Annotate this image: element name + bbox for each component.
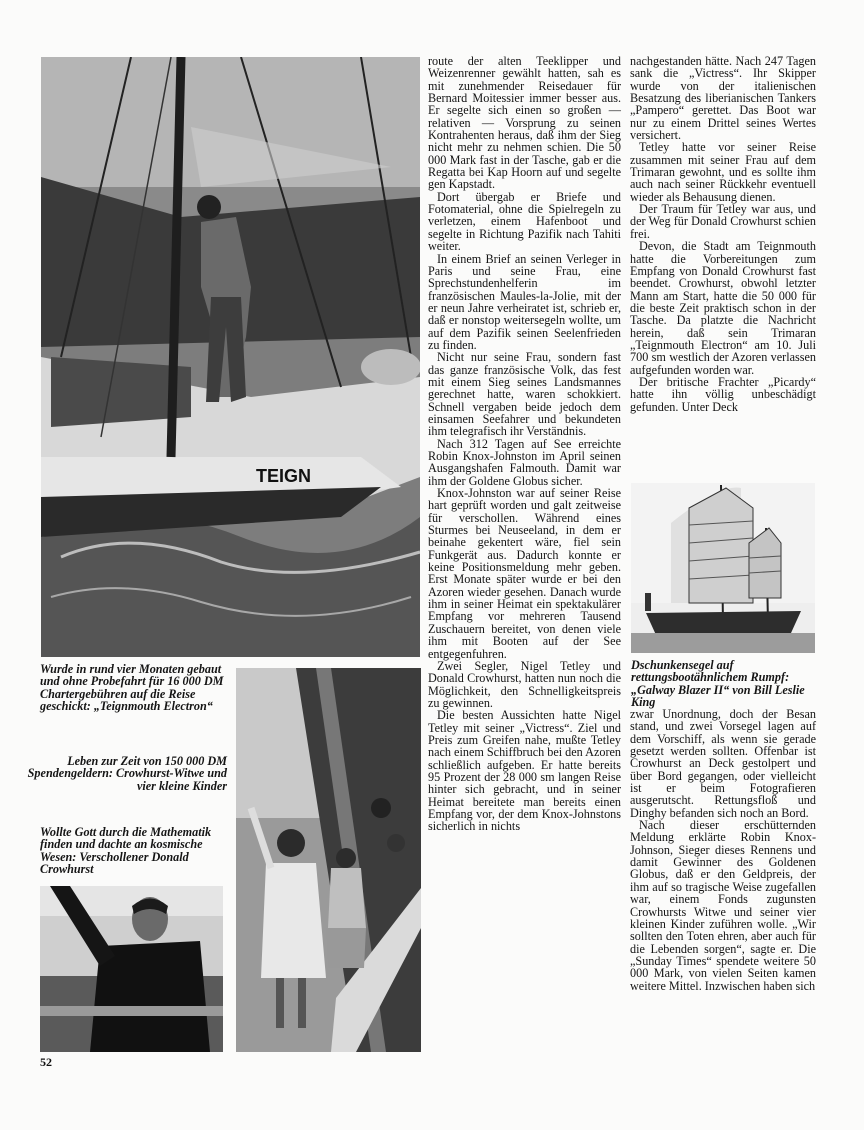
page-number: 52 [40,1055,52,1069]
article-column-2 [428,55,621,833]
paragraph: Knox-Johnston war auf seiner Reise hart geprüft worden und galt zeitweise für verschollen. Während eines Sturmes bei Neuseeland, in dem er beinahe gekentert wäre, fiel sein Funkgerät aus. Dadurch konnte er keine Positionsmeldung mehr geben. Erst Monate später wurde er bei den Azoren wieder gesehen. Danach wurde ihm in seiner Heimat ein spektakulärer Empfang vor mehreren Tausend Zuschauern bereitet, von denen viele ihm mit Booten auf der See entgegenfuhren. [428,486,621,661]
paragraph: Dort übergab er Briefe und Fotomaterial, ohne die Spielregeln zu verletzen, einem Hafenboot und segelte in Richtung Pazifik nach Tahiti weiter. [428,189,621,254]
sailboat-photo-graphic [41,57,420,657]
paragraph: zwar Unordnung, doch der Besan stand, und zwei Vorsegel lagen auf dem Vorschiff, als wenn sie gerade gesetzt werden sollten. Offenbar ist Crowhurst an Deck gestolpert und über Bord gegangen, oder vielleicht ist er beim Fotografieren ausgerutscht. Rettungsfloß und Dinghy befanden sich noch an Bord. [630,707,816,820]
paragraph: Zwei Segler, Nigel Tetley und Donald Crowhurst, hatten nun noch die Möglichkeit, den Schnelligkeitspreis zu gewinnen. [428,658,621,710]
family-photo [236,668,421,1052]
junk-caption: Dschunkensegel auf rettungsbootähnlichem Rumpf: „Galway Blazer II“ von Bill Leslie King [631,658,805,710]
crowhurst-caption: Wollte Gott durch die Mathematik finden und dachte an kosmische Wesen: Verschollener Donald Crowhurst [40,825,212,877]
crowhurst-photo-graphic [40,886,223,1052]
article-column-3-top [630,55,816,413]
paragraph: Die besten Aussichten hatte Nigel Tetley mit seiner „Victress“. Ziel und Preis zum Greifen nahe, mußte Tetley nach einem Schiffbruch bei den Azoren schließlich aufgeben. Er hatte bereits 95 Prozent der 28 000 sm langen Reise hinter sich gebracht, und in seiner Heimat bereitete man bereits einen Empfang vor, der dem Knox-Johnstons sicherlich in nichts [428,708,622,834]
paragraph: Tetley hatte vor seiner Reise zusammen mit seiner Frau auf dem Trimaran gewohnt, und es sollte ihm auch nach seiner Rückkehr eventuell wieder als Behausung dienen. [630,140,816,204]
family-caption: Leben zur Zeit von 150 000 DM Spendengeldern: Crowhurst-Witwe und vier kleine Kinder [27,754,227,793]
paragraph: Nicht nur seine Frau, sondern fast das ganze französische Volk, das fest mit einem Sieg seines Landsmannes gerechnet hatte, waren schokkiert. Schnell vergaben beide jedoch dem einsamen Seefahrer und bekundeten ihm telegrafisch ihr Verständnis. [428,350,621,439]
boat-hull-text: TEIGN [256,466,312,486]
paragraph: Devon, die Stadt am Teignmouth hatte die Vorbereitungen zum Empfang von Donald Crowhurst fast beendet. Crowhurst, obwohl letzter Mann am Start, hatte die 50 000 für die beste Zeit praktisch schon in der Tasche. Da platzte die Nachricht herein, daß sein Trimaran „Teignmouth Electron“ am 10. Juli 700 sm westlich der Azoren verlassen aufgefunden worden war. [630,239,816,377]
paragraph: Der britische Frachter „Picardy“ hatte ihn völlig unbeschädigt gefunden. Unter Deck [630,374,816,414]
article-column-3-bottom [630,708,816,992]
family-photo-graphic [236,668,421,1052]
paragraph: route der alten Teeklipper und Weizenrenner gewählt hatten, sah es mit zunehmender Reisedauer für Bernard Moitessier immer besser aus. Er segelte sich einen so großen — relativen — Vorsprung zu seinen Kontrahenten heraus, daß ihm der Sieg nicht mehr zu nehmen schien. Die 50 000 Mark fast in der Tasche, gab er die Regatta bei Kap Hoorn auf und segelte gen Kapstadt. [428,54,621,192]
sailboat-photo [41,57,420,657]
boat-caption: Wurde in rund vier Monaten gebaut und ohne Probefahrt für 16 000 DM Chartergebühren auf die Reise geschickt: „Teignmouth Electron“ [40,662,224,714]
junk-photo-graphic [631,483,815,653]
crowhurst-photo [40,886,223,1052]
paragraph: Der Traum für Tetley war aus, und der Weg für Donald Crowhurst schien frei. [630,202,816,241]
junk-photo [631,483,815,653]
paragraph: Nach dieser erschütternden Meldung erklärte Robin Knox-Johnson, Sieger dieses Rennens und damit Gewinner des Goldenen Globus, daß er den Geldpreis, der ihm auf so tragische Weise zugefallen war, einem Fonds zugunsten Crowhursts Witwe und seiner vier kleinen Kinder zuführen wolle. „Wir sollten den Toten ehren, aber auch für die Lebenden sorgen“, sagte er. Die „Sunday Times“ spendete weitere 50 000 Mark, von vielen Seiten kamen weitere Mittel. Inzwischen haben sich [630,818,816,993]
paragraph: Nach 312 Tagen auf See erreichte Robin Knox-Johnston im April seinen Ausgangshafen Falmouth. Damit war ihm der Goldene Globus sicher. [428,436,621,488]
paragraph: nachgestanden hätte. Nach 247 Tagen sank die „Victress“. Ihr Skipper wurde von der italienischen Besatzung des liberianischen Tankers „Pampero“ gerettet. Das Boot war nur zu einem Drittel seines Wertes versichert. [630,54,816,143]
paragraph: In einem Brief an seinen Verleger in Paris und seine Frau, eine Sprechstundenhelferin im französischen Maules-la-Jolie, mit der er neun Jahre verheiratet ist, schrieb er, daß er nonstop weitersegeln wollte, um auf dem Pazifik seinen Seelenfrieden zu finden. [428,251,621,352]
